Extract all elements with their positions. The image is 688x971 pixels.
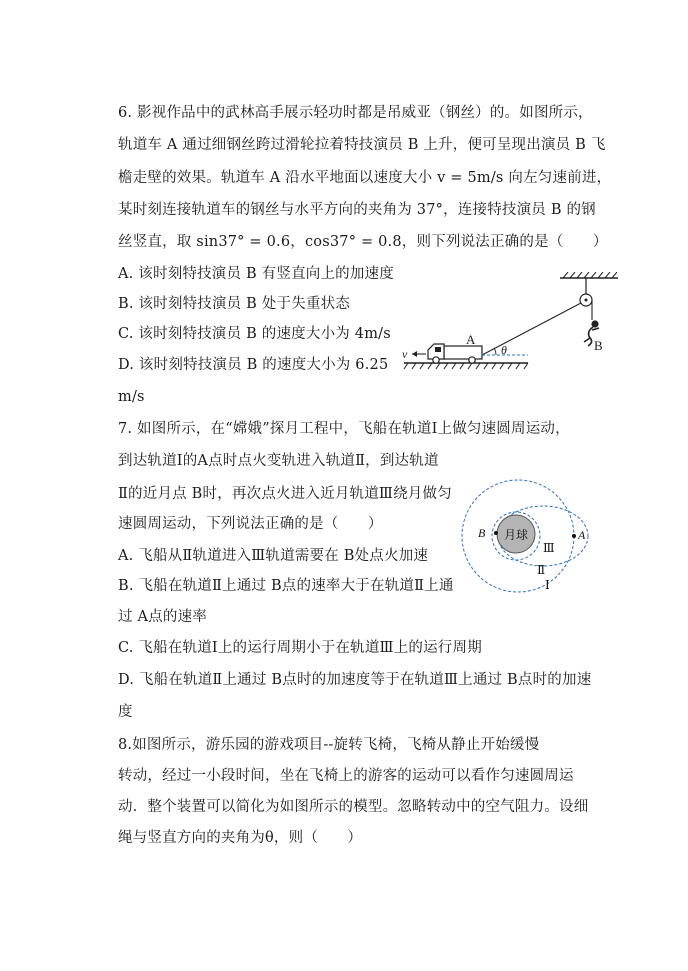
q6-option-d-unit: m/s — [118, 389, 145, 405]
label-orbit-1: Ⅰ — [545, 578, 550, 592]
label-theta: θ — [501, 343, 507, 357]
q6-stem-line-5: 丝竖直，取 sin37° = 0.6，cos37° = 0.8，则下列说法正确的是（ ） — [118, 234, 608, 250]
q6-option-d: D. 该时刻特技演员 B 的速度大小为 6.25 — [118, 357, 389, 373]
q7-stem-line-1: 7. 如图所示，在“嫦娥”探月工程中，飞船在轨道Ⅰ上做匀速圆周运动， — [118, 421, 570, 437]
q7-option-d: D. 飞船在轨道Ⅱ上通过 B点时的加速度等于在轨道Ⅲ上通过 B点时的加速 — [118, 672, 592, 688]
q8-stem-line-3: 动．整个装置可以简化为如图所示的模型。忽略转动中的空气阻力。设细 — [118, 799, 589, 815]
q8-stem-line-4: 绳与竖直方向的夹角为θ，则（ ） — [118, 830, 363, 846]
q6-stem-line-2: 轨道车 A 通过细钢丝跨过滑轮拉着特技演员 B 上升，便可呈现出演员 B 飞 — [118, 137, 606, 153]
label-point-a: A — [578, 528, 586, 542]
q8-stem-line-1: 8.如图所示，游乐园的游戏项目--旋转飞椅，飞椅从静止开始缓慢 — [118, 737, 540, 753]
q6-option-c: C. 该时刻特技演员 B 的速度大小为 4m/s — [118, 326, 391, 342]
label-a: A — [466, 332, 476, 347]
q6-stem-line-4: 某时刻连接轨道车的钢丝与水平方向的夹角为 37°，连接特技演员 B 的钢 — [118, 202, 596, 218]
q7-option-a: A. 飞船从Ⅱ轨道进入Ⅲ轨道需要在 B处点火加速 — [118, 548, 429, 564]
q7-option-d-cont: 度 — [118, 704, 133, 720]
q7-stem-line-3: Ⅱ的近月点 B时，再次点火进入近月轨道Ⅲ绕月做匀 — [118, 486, 452, 502]
label-v: v — [402, 347, 408, 361]
q6-option-b: B. 该时刻特技演员 B 处于失重状态 — [118, 296, 351, 312]
q7-option-b-cont: 过 A点的速率 — [118, 609, 207, 625]
q6-option-a: A. 该时刻特技演员 B 有竖直向上的加速度 — [118, 266, 394, 282]
label-point-b: B — [478, 526, 486, 540]
q6-stem-line-1: 6. 影视作品中的武林高手展示轻功时都是吊威亚（钢丝）的。如图所示， — [118, 105, 593, 121]
label-b: B — [594, 338, 603, 353]
q8-stem-line-2: 转动，经过一小段时间，坐在飞椅上的游客的运动可以看作匀速圆周运 — [118, 768, 574, 784]
q7-stem-line-4: 速圆周运动，下列说法正确的是（ ） — [118, 516, 383, 532]
label-orbit-2: Ⅱ — [537, 563, 546, 577]
q7-orbit-figure — [458, 476, 598, 596]
q6-pulley-figure — [400, 272, 620, 382]
q7-option-b: B. 飞船在轨道Ⅱ上通过 B点的速率大于在轨道Ⅱ上通 — [118, 578, 454, 594]
label-orbit-3: Ⅲ — [543, 541, 555, 555]
q7-stem-line-2: 到达轨道Ⅰ的A点时点火变轨进入轨道Ⅱ，到达轨道 — [118, 453, 439, 469]
q7-option-c: C. 飞船在轨道Ⅰ上的运行周期小于在轨道Ⅲ上的运行周期 — [118, 640, 482, 656]
q6-stem-line-3: 檐走壁的效果。轨道车 A 沿水平地面以速度大小 v = 5m/s 向左匀速前进， — [118, 170, 612, 186]
label-moon: 月球 — [503, 528, 529, 542]
